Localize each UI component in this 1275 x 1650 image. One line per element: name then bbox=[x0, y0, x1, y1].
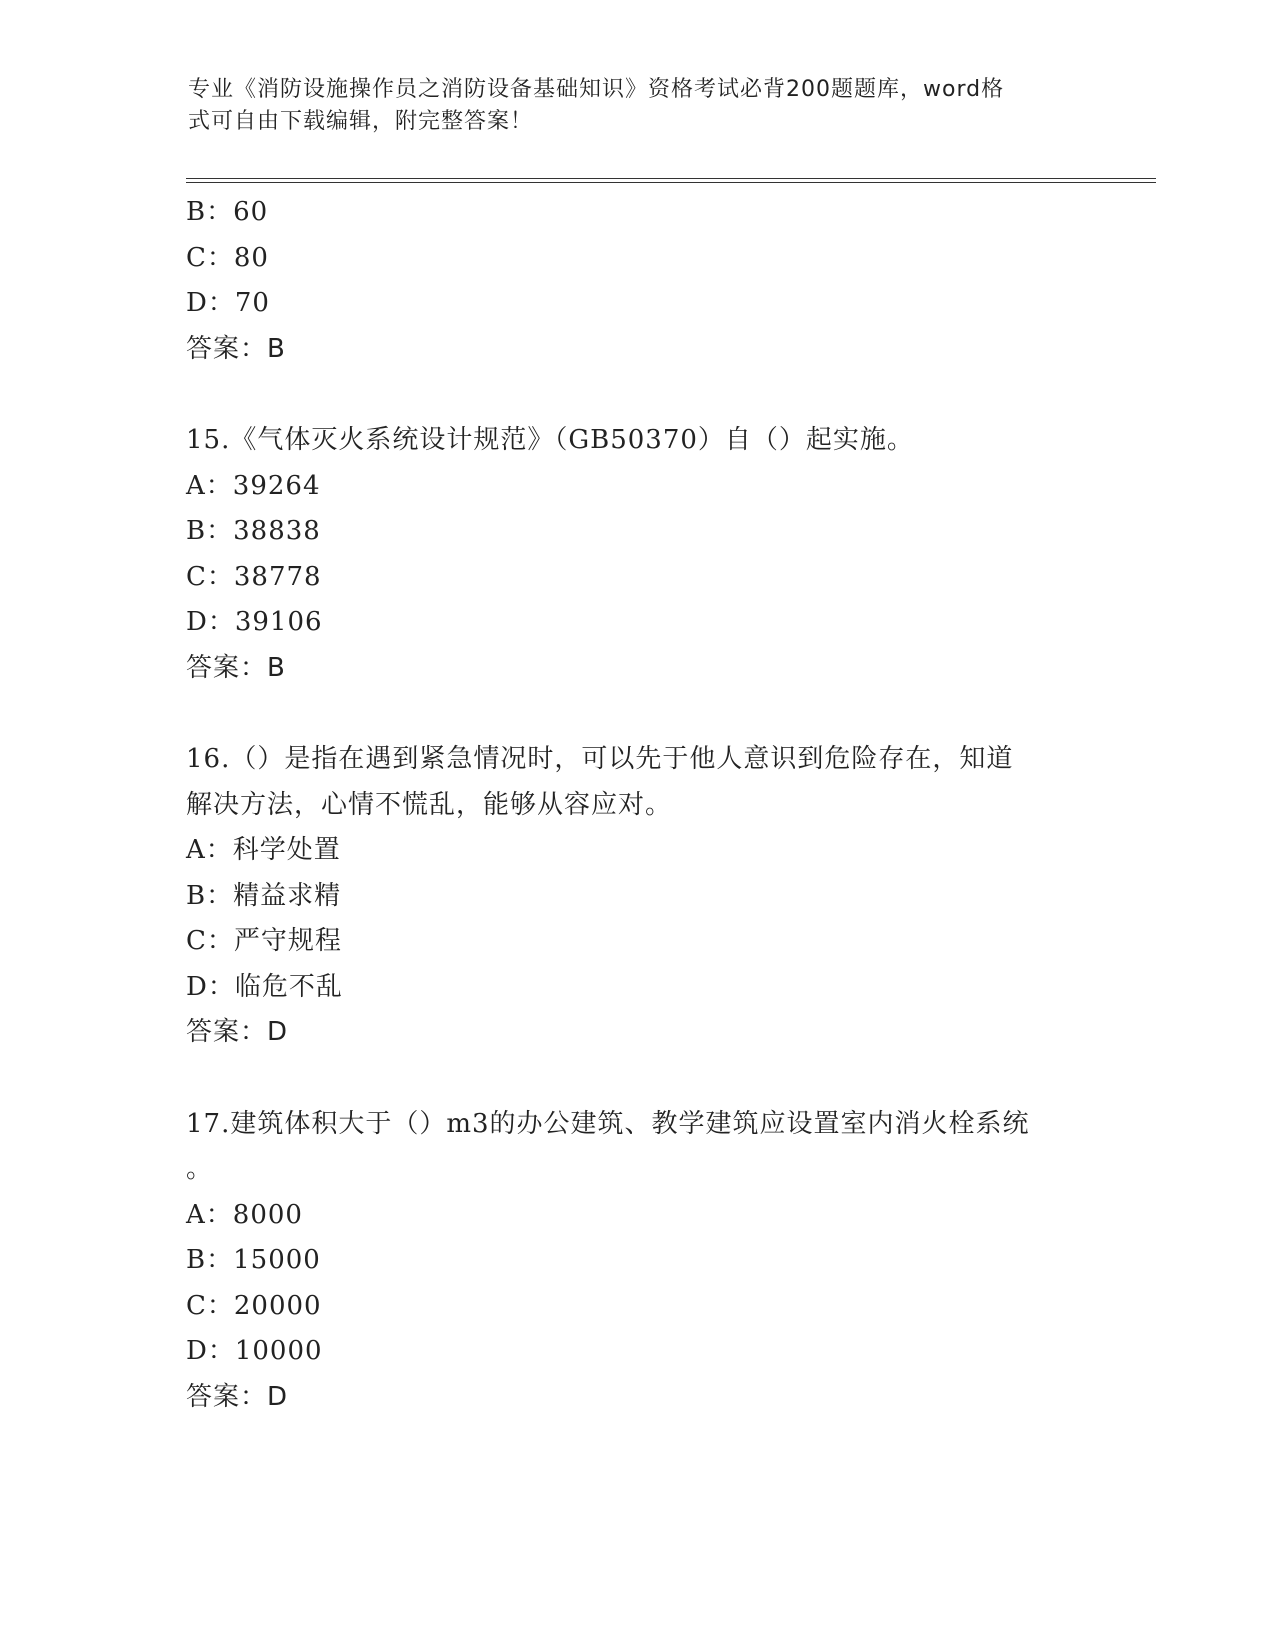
option-b: B：精益求精 bbox=[186, 880, 342, 911]
question-block-17 bbox=[186, 1102, 1086, 1421]
question-block-15 bbox=[186, 418, 1086, 691]
option-b: B：15000 bbox=[186, 1245, 321, 1275]
option-a: A：科学处置 bbox=[186, 835, 341, 865]
page-header bbox=[188, 74, 1068, 138]
option-a: A：8000 bbox=[186, 1199, 303, 1230]
answer: 答案：D bbox=[186, 1381, 289, 1412]
header-line-2: 式可自由下载编辑，附完整答案！ bbox=[188, 109, 534, 134]
question-block-16 bbox=[186, 737, 1086, 1056]
answer: 答案：B bbox=[186, 333, 286, 364]
option-b: B：60 bbox=[186, 197, 269, 227]
answer: 答案：D bbox=[186, 1017, 289, 1047]
answer: 答案：B bbox=[186, 652, 286, 683]
header-double-rule bbox=[186, 178, 1156, 183]
question-stem-line-1: 16.（）是指在遇到紧急情况时，可以先于他人意识到危险存在，知道 bbox=[186, 744, 1014, 774]
question-stem-line-2: 解决方法，心情不慌乱，能够从容应对。 bbox=[186, 789, 673, 820]
option-d: D：临危不乱 bbox=[186, 971, 343, 1002]
question-stem-line-1: 17.建筑体积大于（）m3的办公建筑、教学建筑应设置室内消火栓系统 bbox=[186, 1108, 1030, 1139]
option-b: B：38838 bbox=[186, 516, 321, 546]
question-content bbox=[186, 190, 1086, 1420]
question-block-previous bbox=[186, 190, 1086, 372]
question-stem-line-2: 。 bbox=[186, 1154, 214, 1184]
option-c: C：80 bbox=[186, 242, 269, 273]
option-a: A：39264 bbox=[186, 470, 321, 501]
option-d: D：70 bbox=[186, 288, 270, 318]
option-c: C：20000 bbox=[186, 1290, 322, 1321]
option-c: C：38778 bbox=[186, 561, 322, 592]
option-c: C：严守规程 bbox=[186, 926, 342, 956]
header-line-1: 专业《消防设施操作员之消防设备基础知识》资格考试必背200题题库，word格 bbox=[188, 77, 1005, 102]
option-d: D：39106 bbox=[186, 607, 323, 637]
question-stem: 15.《气体灭火系统设计规范》（GB50370）自（）起实施。 bbox=[186, 425, 914, 455]
option-d: D：10000 bbox=[186, 1336, 323, 1366]
